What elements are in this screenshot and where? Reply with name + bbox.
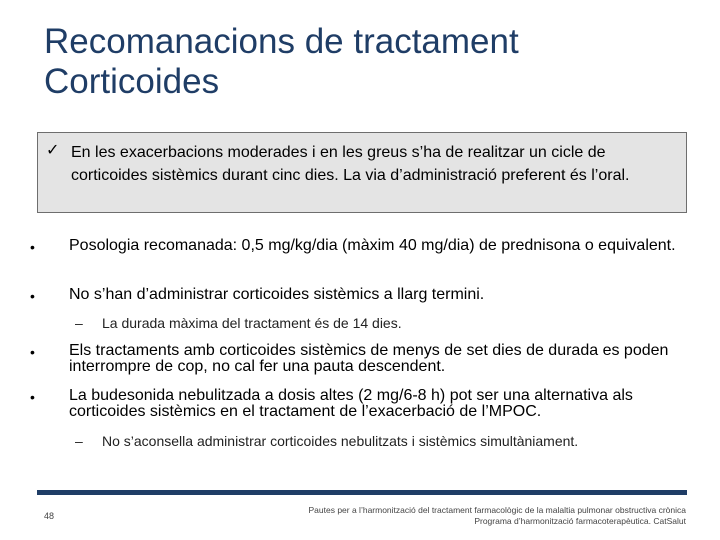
sub-bullet-marker: –	[75, 433, 83, 449]
title-line: Recomanacions de tractament	[44, 22, 519, 61]
bullet-text: No s’han d’administrar corticoides sistèmics a llarg termini.	[69, 286, 485, 303]
bullet-marker: •	[30, 389, 35, 405]
bullet-text: Els tractaments amb corticoides sistèmics de menys de set dies de durada es poden interrompre de cop, no cal fer una pauta descendent.	[69, 342, 669, 375]
sub-bullet-text: La durada màxima del tractament és de 14 dies.	[102, 315, 402, 331]
sub-bullet-text: No s’aconsella administrar corticoides nebulitzats i sistèmics simultàniament.	[102, 433, 579, 449]
footer-divider	[37, 490, 687, 495]
sub-bullet-marker: –	[75, 315, 83, 331]
footer-line: Pautes per a l’harmonització del tractament farmacològic de la malaltia pulmonar obstructiva crònica	[308, 505, 686, 515]
bullet-text: Posologia recomanada: 0,5 mg/kg/dia (màxim 40 mg/dia) de prednisona o equivalent.	[69, 237, 676, 254]
title-line: Corticoides	[44, 62, 220, 101]
slide-title	[44, 22, 684, 102]
footer-credit	[266, 505, 686, 527]
page-number: 48	[44, 511, 55, 521]
footer-line: Programa d’harmonització farmacoterapèutica. CatSalut	[474, 516, 686, 526]
bullet-marker: •	[30, 344, 35, 360]
bullet-text: La budesonida nebulitzada a dosis altes (2 mg/6-8 h) pot ser una alternativa als corticoides sistèmics en el tractament de l’exacerbació de l’MPOC.	[69, 387, 633, 420]
check-icon: ✓	[46, 140, 60, 159]
highlight-text: En les exacerbacions moderades i en les greus s’ha de realitzar un cicle de corticoides sistèmics durant cinc dies. La via d’administració preferent és l’oral.	[71, 144, 630, 184]
bullet-marker: •	[30, 239, 35, 255]
highlight-box	[37, 132, 687, 213]
bullet-marker: •	[30, 288, 35, 304]
